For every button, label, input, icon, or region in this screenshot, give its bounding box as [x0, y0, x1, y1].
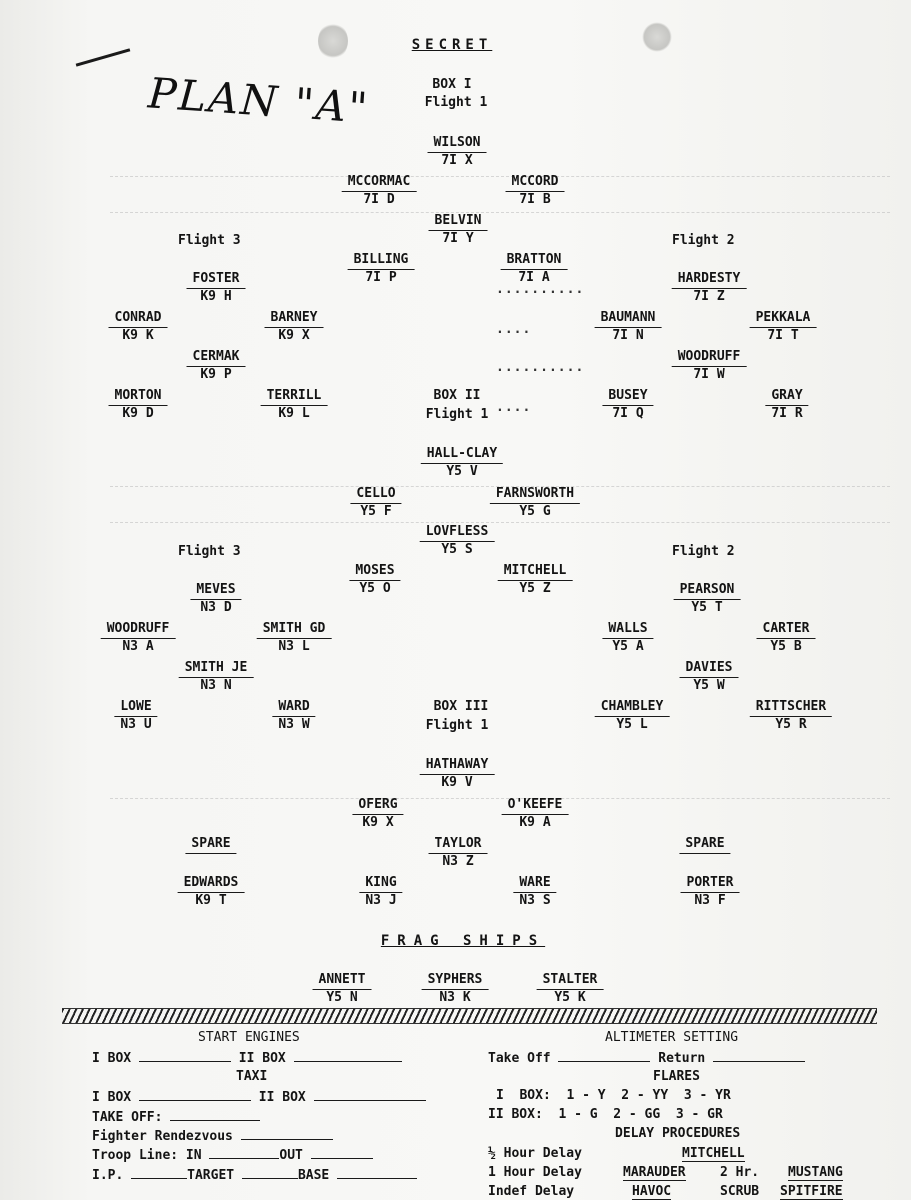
pilot-barney: BARNEY K9 X: [265, 310, 324, 344]
pilot-mitchell: MITCHELL Y5 Z: [498, 563, 573, 597]
pilot-cello: CELLO Y5 F: [350, 486, 401, 520]
box1-flight1-label: Flight 1: [424, 95, 488, 110]
pilot-lovfless: LOVFLESS Y5 S: [420, 524, 495, 558]
pilot-busey: BUSEY 7I Q: [602, 388, 653, 422]
pilot-lowe: LOWE N3 U: [114, 699, 157, 733]
fighter-rendezvous-row: Fighter Rendezvous: [92, 1127, 333, 1145]
pilot-taylor: TAYLOR N3 Z: [429, 836, 488, 870]
frag-annett: ANNETT Y5 N: [313, 972, 372, 1006]
one-hour-delay: 1 Hour Delay: [488, 1165, 582, 1180]
pilot-rittscher: RITTSCHER Y5 R: [750, 699, 832, 733]
frag-stalter: STALTER Y5 K: [537, 972, 604, 1006]
take-off-row: TAKE OFF:: [92, 1108, 260, 1126]
pilot-cermak: CERMAK K9 P: [187, 349, 246, 383]
pilot-smith-gd: SMITH GD N3 L: [257, 621, 332, 655]
dotted-leader: ..........: [496, 360, 585, 375]
pilot-belvin: BELVIN 7I Y: [429, 213, 488, 247]
flares-heading: FLARES: [653, 1069, 700, 1084]
pilot-hardesty: HARDESTY 7I Z: [672, 271, 747, 305]
spare-right: SPARE: [679, 836, 730, 854]
dotted-leader: ..........: [496, 282, 585, 297]
pilot-foster: FOSTER K9 H: [187, 271, 246, 305]
pilot-chambley: CHAMBLEY Y5 L: [595, 699, 670, 733]
pilot-oferg: OFERG K9 X: [352, 797, 403, 831]
typed-separator-line: [62, 1008, 877, 1024]
ip-target-base-row: I.P. TARGET BASE: [92, 1166, 417, 1184]
start-engines-heading: START ENGINES: [198, 1030, 300, 1045]
pilot-farnsworth: FARNSWORTH Y5 G: [490, 486, 580, 520]
pilot-terrill: TERRILL K9 L: [261, 388, 328, 422]
pilot-bratton: BRATTON 7I A: [501, 252, 568, 286]
pilot-okeefe: O'KEEFE K9 A: [502, 797, 569, 831]
altimeter-heading: ALTIMETER SETTING: [605, 1030, 739, 1045]
pilot-billing: BILLING 7I P: [348, 252, 415, 286]
pilot-woodruff-71w: WOODRUFF 7I W: [672, 349, 747, 383]
pilot-ward: WARD N3 W: [272, 699, 315, 733]
pilot-smith-je: SMITH JE N3 N: [179, 660, 254, 694]
classification-heading: SECRET: [411, 37, 493, 53]
dotted-leader: ....: [496, 322, 532, 337]
pilot-davies: DAVIES Y5 W: [680, 660, 739, 694]
box2-flight1-label: Flight 1: [425, 407, 489, 422]
paper-stain: [642, 22, 672, 52]
altimeter-row: Take Off Return: [488, 1049, 805, 1067]
pilot-hathaway: HATHAWAY K9 V: [420, 757, 495, 791]
code-mustang: MUSTANG: [788, 1165, 843, 1180]
pilot-wilson: WILSON 7I X: [428, 135, 487, 169]
bleed-through: [110, 798, 890, 799]
pilot-woodruff-n3a: WOODRUFF N3 A: [101, 621, 176, 655]
flares-box-ii: II BOX: 1 - G 2 - GG 3 - GR: [488, 1107, 723, 1122]
code-havoc: HAVOC: [632, 1184, 672, 1199]
box2-flight3-label: Flight 3: [178, 544, 241, 559]
code-two-hr: 2 Hr.: [720, 1165, 760, 1180]
paper-stain: [318, 22, 348, 60]
indef-delay: Indef Delay: [488, 1184, 575, 1199]
frag-ships-heading: FRAG SHIPS: [380, 933, 546, 949]
pilot-gray: GRAY 7I R: [765, 388, 808, 422]
box3-title: BOX III: [433, 699, 489, 714]
handwritten-plan-note: PLAN "A": [146, 68, 372, 133]
taxi-row: I BOX II BOX: [92, 1088, 426, 1106]
delay-procedures-heading: DELAY PROCEDURES: [615, 1126, 741, 1141]
code-scrub: SCRUB: [720, 1184, 760, 1199]
pilot-ware: WARE N3 S: [513, 875, 556, 909]
spare-left: SPARE: [185, 836, 236, 854]
pen-stroke: [76, 48, 131, 66]
code-mitchell: MITCHELL: [682, 1146, 745, 1161]
pilot-meves: MEVES N3 D: [190, 582, 241, 616]
pilot-conrad: CONRAD K9 K: [109, 310, 168, 344]
pilot-porter: PORTER N3 F: [681, 875, 740, 909]
dotted-leader: ....: [496, 400, 532, 415]
pilot-moses: MOSES Y5 O: [349, 563, 400, 597]
pilot-morton: MORTON K9 D: [109, 388, 168, 422]
bleed-through: [110, 522, 890, 523]
pilot-edwards: EDWARDS K9 T: [178, 875, 245, 909]
pilot-baumann: BAUMANN 7I N: [595, 310, 662, 344]
pilot-hall-clay: HALL-CLAY Y5 V: [421, 446, 503, 480]
frag-syphers: SYPHERS N3 K: [422, 972, 489, 1006]
bleed-through: [110, 212, 890, 213]
troop-line-row: Troop Line: IN OUT: [92, 1146, 373, 1164]
pilot-mccormac: MCCORMAC 7I D: [342, 174, 417, 208]
pilot-mccord: MCCORD 7I B: [506, 174, 565, 208]
pilot-king: KING N3 J: [359, 875, 402, 909]
pilot-carter: CARTER Y5 B: [757, 621, 816, 655]
code-marauder: MARAUDER: [623, 1165, 686, 1180]
box1-title: BOX I: [432, 77, 472, 92]
box1-flight2-label: Flight 2: [672, 233, 735, 248]
pilot-pearson: PEARSON Y5 T: [674, 582, 741, 616]
box1-flight3-label: Flight 3: [178, 233, 241, 248]
bleed-through: [110, 176, 890, 177]
box2-flight2-label: Flight 2: [672, 544, 735, 559]
start-engines-row: I BOX II BOX: [92, 1049, 402, 1067]
box3-flight1-label: Flight 1: [425, 718, 489, 733]
box2-title: BOX II: [433, 388, 481, 403]
taxi-heading: TAXI: [236, 1069, 268, 1084]
pilot-walls: WALLS Y5 A: [602, 621, 653, 655]
half-hour-delay: ½ Hour Delay: [488, 1146, 582, 1161]
flares-box-i: I BOX: 1 - Y 2 - YY 3 - YR: [496, 1088, 731, 1103]
code-spitfire: SPITFIRE: [780, 1184, 843, 1199]
pilot-pekkala: PEKKALA 7I T: [750, 310, 817, 344]
